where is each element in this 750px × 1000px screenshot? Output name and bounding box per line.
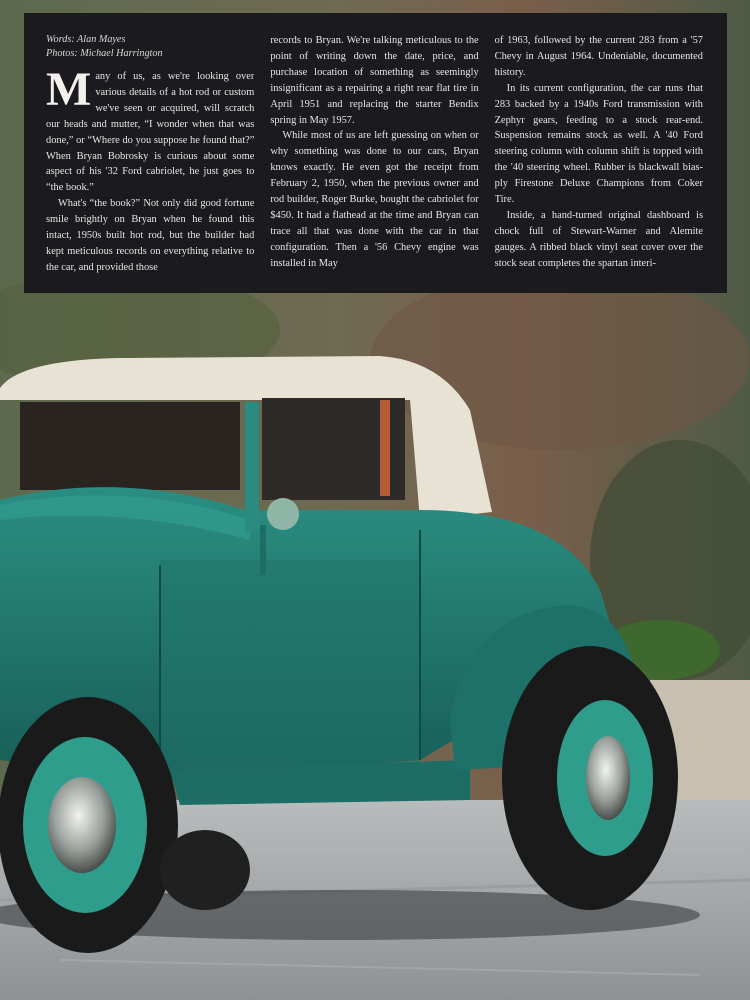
article-column-2	[270, 33, 478, 273]
paragraph: While most of us are left guessing on when or why something was done to our cars, Bryan knows exactly. He even got the receipt from February 2, 1950, when the previous owner and rod builder, Roger Burke, bought the cabriolet for $450. It had a flathead at the time and Bryan can trace all that was done with the car in that configuration. Then a '56 Chevy engine was installed in May	[270, 130, 479, 269]
article-column-1	[46, 33, 254, 273]
words-credit: Words: Alan Mayes	[46, 34, 126, 45]
article-text-box	[24, 13, 727, 293]
article-column-3	[495, 33, 703, 273]
photos-credit: Photos: Michael Harrington	[46, 48, 163, 59]
paragraph-text: any of us, as we're looking over various details of a hot rod or custom we've seen or acquired, will scratch our heads and mutter, “I wonder when that was done,” or “Where do you suppose he found that?” When Bryan Bobrosky is curious about some aspect of his '32 Ford cabriolet, he just goes to “the book.”	[46, 71, 255, 194]
paragraph: Inside, a hand-turned original dashboard is chock full of Stewart-Warner and Alemite gauges. A ribbed black vinyl seat cover over the stock seat completes the spartan interi-	[494, 209, 703, 269]
paragraph: of 1963, followed by the current 283 from a '57 Chevy in August 1964. Undeniable, documented history.	[494, 35, 703, 78]
drop-cap: M	[46, 63, 92, 116]
credits	[46, 33, 254, 61]
paragraph	[46, 63, 255, 196]
paragraph: records to Bryan. We're talking meticulous to the point of writing down the date, price, and purchase location of something as seemingly insignificant as a repairing a right rear flat tire in April 1951 and replacing the starter Bendix spring in May 1957.	[270, 35, 479, 126]
paragraph: What's “the book?” Not only did good fortune smile brightly on Bryan when he found this intact, 1950s built hot rod, but the builder had kept meticulous records on everything relative to the car, and provided those	[46, 198, 255, 273]
paragraph: In its current configuration, the car runs that 283 backed by a 1940s Ford transmission with Zephyr gears, feeding to a stock rear-end. Suspension remains stock as well. A '40 Ford steering column with column shift is topped with the '40 steering wheel. Rubber is blackwall bias-ply Firestone Deluxe Champions from Coker Tire.	[494, 82, 703, 206]
